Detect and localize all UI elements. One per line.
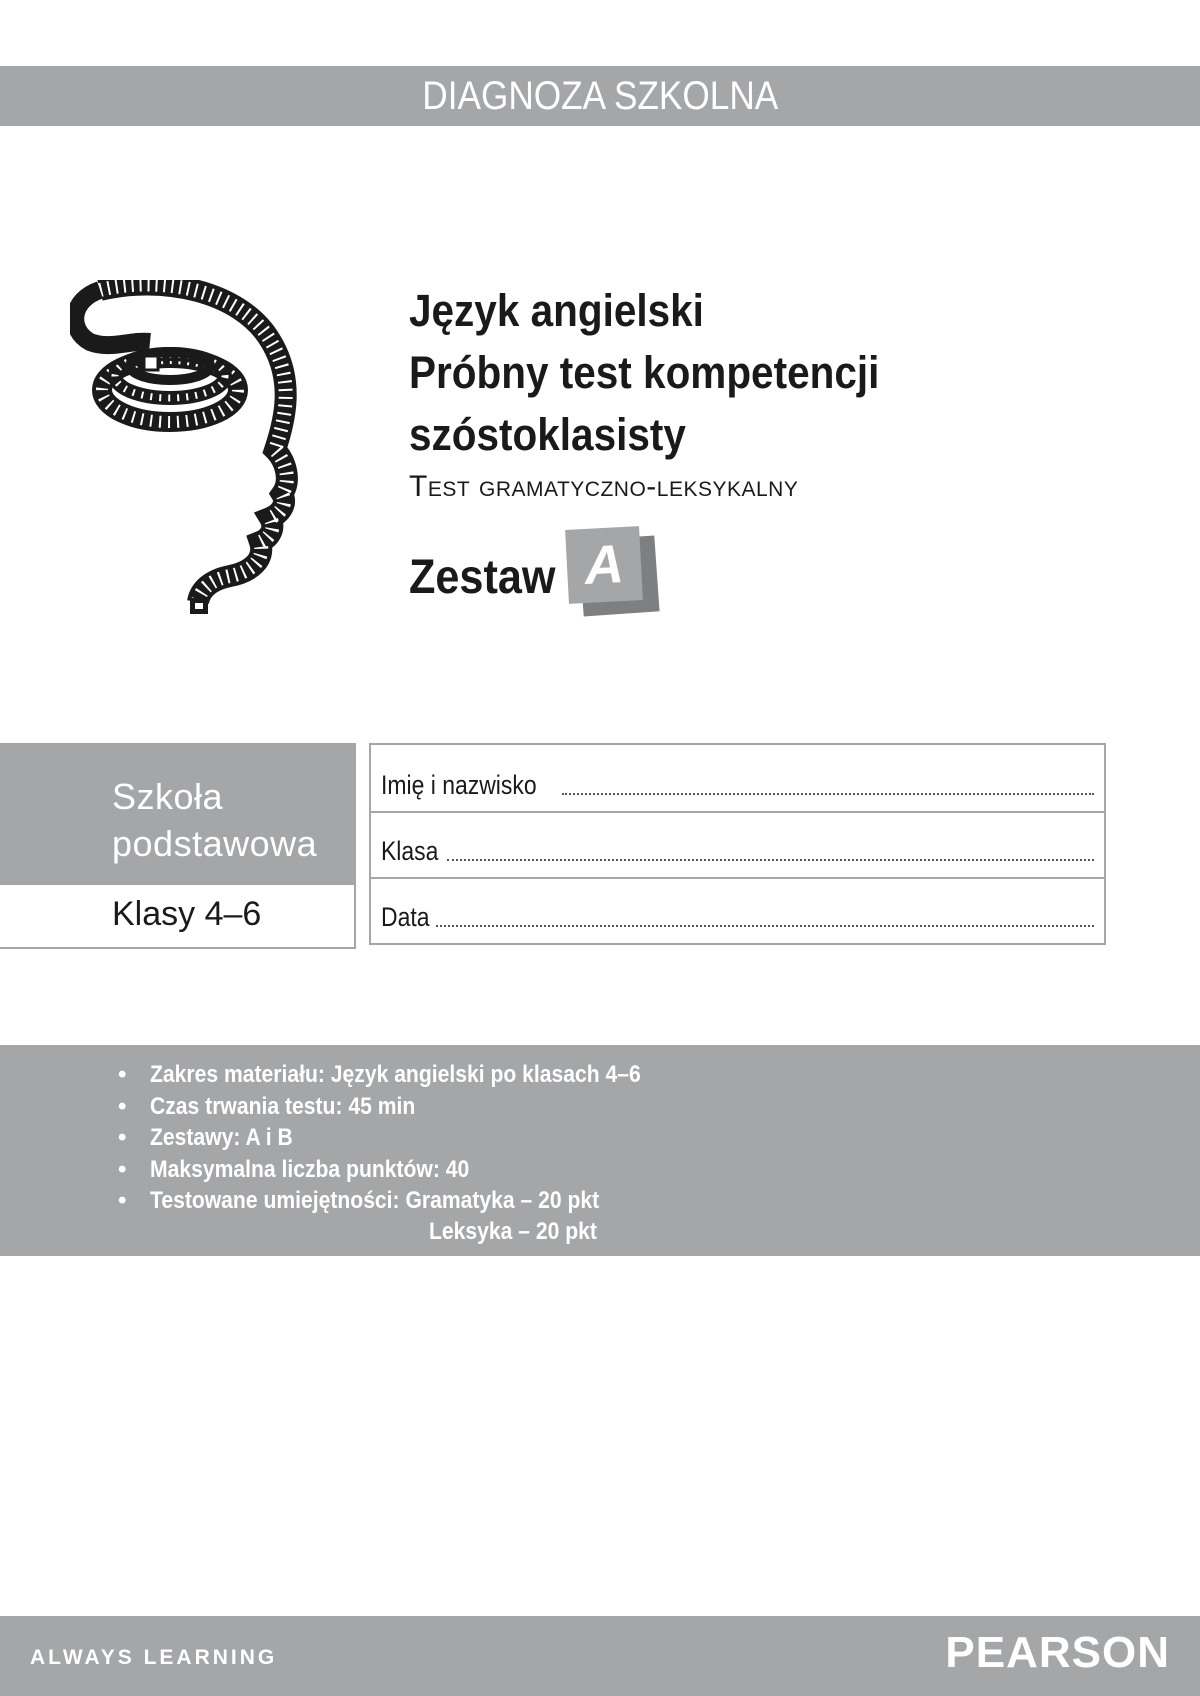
date-field[interactable]	[436, 925, 1094, 927]
cover-subtitle: Test gramatyczno-leksykalny	[409, 470, 799, 503]
measuring-tape-head-icon	[70, 280, 330, 620]
info-band	[0, 1045, 1200, 1256]
info-list	[118, 1059, 708, 1217]
set-letter: A	[582, 534, 626, 596]
title-line-grade: szóstoklasisty	[409, 409, 686, 460]
bullet-icon: •	[118, 1187, 127, 1214]
list-item: • Maksymalna liczba punktów: 40	[118, 1154, 708, 1186]
list-item: • Zestawy: A i B	[118, 1122, 708, 1154]
list-item: • Czas trwania testu: 45 min	[118, 1091, 708, 1123]
form-row-name	[371, 745, 1104, 811]
name-field[interactable]	[562, 793, 1094, 795]
school-type-box	[0, 743, 356, 883]
class-field[interactable]	[447, 859, 1094, 861]
form-row-date	[371, 877, 1104, 943]
bullet-icon: •	[118, 1124, 127, 1151]
bullet-icon: •	[118, 1155, 127, 1183]
info-continuation: Leksyka – 20 pkt	[429, 1218, 597, 1245]
list-item: • Testowane umiejętności: Gramatyka – 20 pkt	[118, 1185, 708, 1217]
set-indicator	[409, 520, 809, 630]
title-line-subject: Język angielski	[409, 285, 704, 336]
grades-box	[0, 883, 356, 949]
name-label: Imię i nazwisko	[381, 770, 537, 800]
bullet-icon: •	[118, 1092, 127, 1120]
list-item: • Zakres materiału: Język angielski po klasach 4–6	[118, 1059, 708, 1091]
school-type-line1: Szkoła	[112, 776, 224, 817]
form-row-class	[371, 811, 1104, 877]
title-line-test: Próbny test kompetencji	[409, 347, 880, 398]
school-type-line2: podstawowa	[112, 823, 318, 864]
date-label: Data	[381, 902, 430, 932]
grades-label: Klasy 4–6	[112, 895, 262, 933]
bullet-icon: •	[118, 1061, 127, 1088]
set-badge	[565, 526, 643, 604]
header-band	[0, 66, 1200, 126]
student-form	[369, 743, 1106, 945]
footer-band	[0, 1616, 1200, 1696]
header-title: DIAGNOZA SZKOLNA	[422, 73, 778, 118]
cover-title-block	[409, 280, 1169, 504]
footer-slogan: ALWAYS LEARNING	[30, 1646, 278, 1669]
pearson-logo: PEARSON	[945, 1628, 1170, 1677]
class-label: Klasa	[381, 836, 439, 866]
set-label: Zestaw	[409, 551, 556, 604]
